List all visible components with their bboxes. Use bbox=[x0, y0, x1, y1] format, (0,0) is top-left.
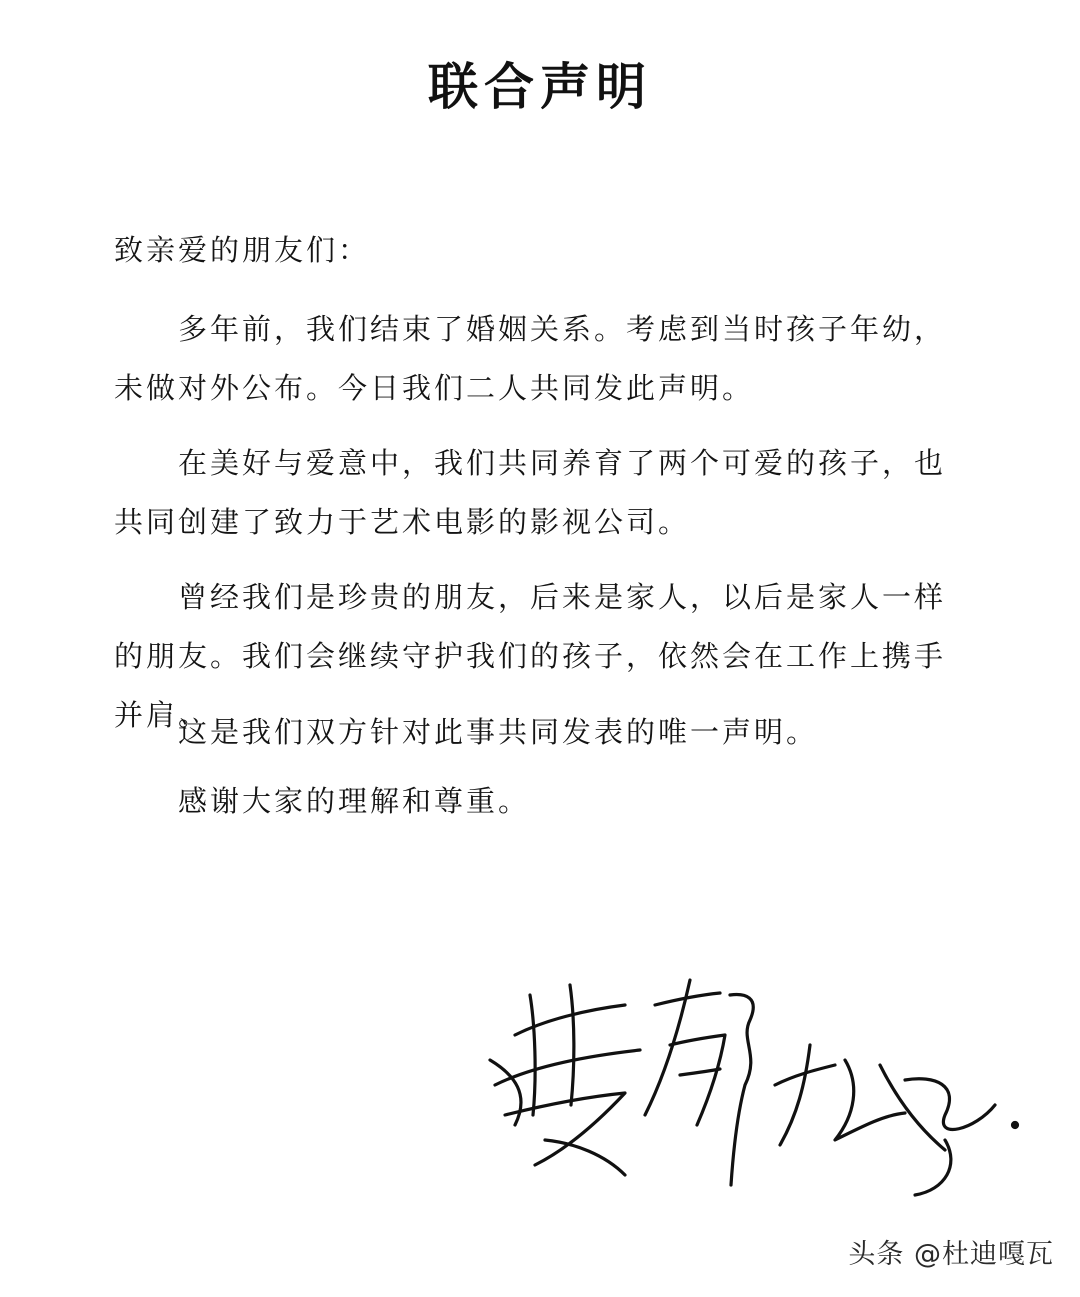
paragraph-4: 这是我们双方针对此事共同发表的唯一声明。 bbox=[178, 715, 819, 749]
signature-stroke bbox=[730, 995, 753, 1185]
paragraph-3: 曾经我们是珍贵的朋友，后来是家人，以后是家人一样的朋友。我们会继续守护我们的孩子，依然会在工作上携手并肩。 bbox=[114, 580, 947, 732]
signature-stroke bbox=[495, 1050, 640, 1085]
greeting-line: 致亲爱的朋友们： bbox=[114, 233, 371, 267]
signature-stroke bbox=[915, 1140, 951, 1195]
signature-stroke bbox=[670, 1035, 725, 1125]
document-title: 联合声明 bbox=[428, 58, 652, 116]
signature-stroke bbox=[505, 1093, 625, 1165]
paragraph-5: 感谢大家的理解和尊重。 bbox=[178, 784, 531, 818]
signature-stroke bbox=[530, 995, 535, 1115]
signature-dot bbox=[1013, 1123, 1018, 1128]
paragraph-2: 在美好与爱意中，我们共同养育了两个可爱的孩子，也共同创建了致力于艺术电影的影视公司。 bbox=[114, 446, 947, 539]
signature-stroke bbox=[570, 985, 574, 1105]
signature-stroke bbox=[680, 1069, 720, 1075]
signature-stroke bbox=[545, 1140, 625, 1175]
handwritten-signature bbox=[475, 965, 1035, 1205]
signature-stroke bbox=[780, 1045, 810, 1145]
watermark-label: 头条 @杜迪嘎瓦 bbox=[848, 1239, 1054, 1270]
paragraph-1: 多年前，我们结束了婚姻关系。考虑到当时孩子年幼，未做对外公布。今日我们二人共同发此声明。 bbox=[114, 312, 947, 405]
signature-stroke bbox=[835, 1060, 905, 1140]
